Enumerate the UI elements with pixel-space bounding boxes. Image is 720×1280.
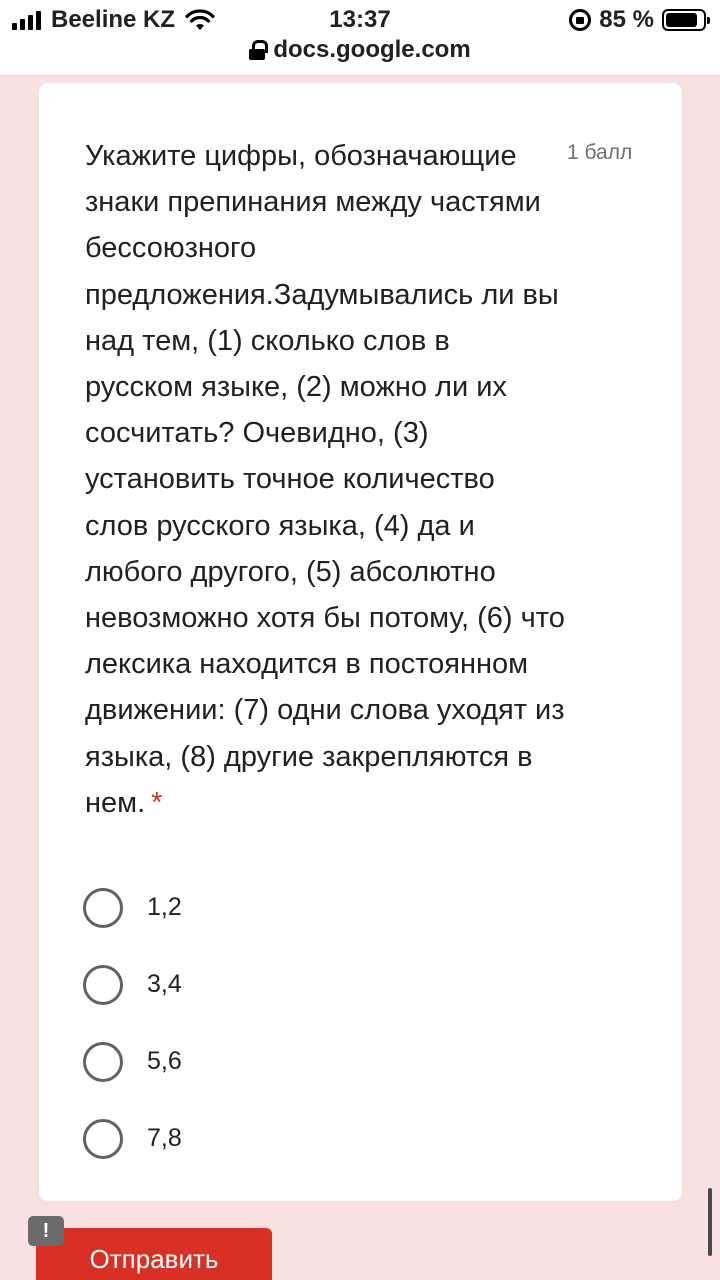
option-1-2[interactable] — [83, 869, 182, 946]
battery-level — [666, 13, 697, 27]
option-label: 3,4 — [147, 970, 182, 998]
padlock-icon — [249, 40, 265, 60]
radio-button[interactable] — [83, 888, 123, 928]
option-label: 5,6 — [147, 1047, 182, 1075]
clock: 13:37 — [329, 6, 391, 33]
question-text: Укажите цифры, обозначающие знаки препинания между частями бессоюзного предложения.Задумывались ли вы над тем, (1) сколько слов в русском языке, (2) можно ли их сосчитать? Очевидно, (3) установить точное количество слов русского языка, (4) да и любого другого, (5) абсолютно невозможно хотя бы потому, (6) что лексика находится в постоянном движении: (7) одни слова уходят из языка, (8) другие закрепляются в нем. — [85, 140, 565, 819]
battery-icon — [662, 9, 706, 31]
submit-button[interactable]: Отправить — [36, 1228, 272, 1280]
status-right — [569, 6, 706, 34]
option-7-8[interactable] — [83, 1100, 182, 1177]
option-5-6[interactable] — [83, 1023, 182, 1100]
required-asterisk: * — [151, 786, 163, 819]
option-label: 1,2 — [147, 893, 182, 921]
radio-button[interactable] — [83, 1119, 123, 1159]
radio-button[interactable] — [83, 965, 123, 1005]
points-label: 1 балл — [567, 141, 633, 164]
radio-button[interactable] — [83, 1042, 123, 1082]
scrollbar[interactable] — [708, 1188, 712, 1256]
option-label: 7,8 — [147, 1124, 182, 1152]
question-title — [85, 133, 565, 826]
option-3-4[interactable] — [83, 946, 182, 1023]
address-bar[interactable] — [0, 36, 720, 64]
url-text[interactable]: docs.google.com — [273, 36, 471, 63]
carrier-name: Beeline KZ — [51, 6, 176, 33]
radio-group — [83, 869, 182, 1177]
alert-icon: ! — [28, 1216, 64, 1246]
battery-percent: 85 % — [599, 6, 654, 33]
status-bar — [0, 0, 720, 76]
question-card — [38, 82, 683, 1202]
rotation-lock-icon — [569, 9, 591, 31]
